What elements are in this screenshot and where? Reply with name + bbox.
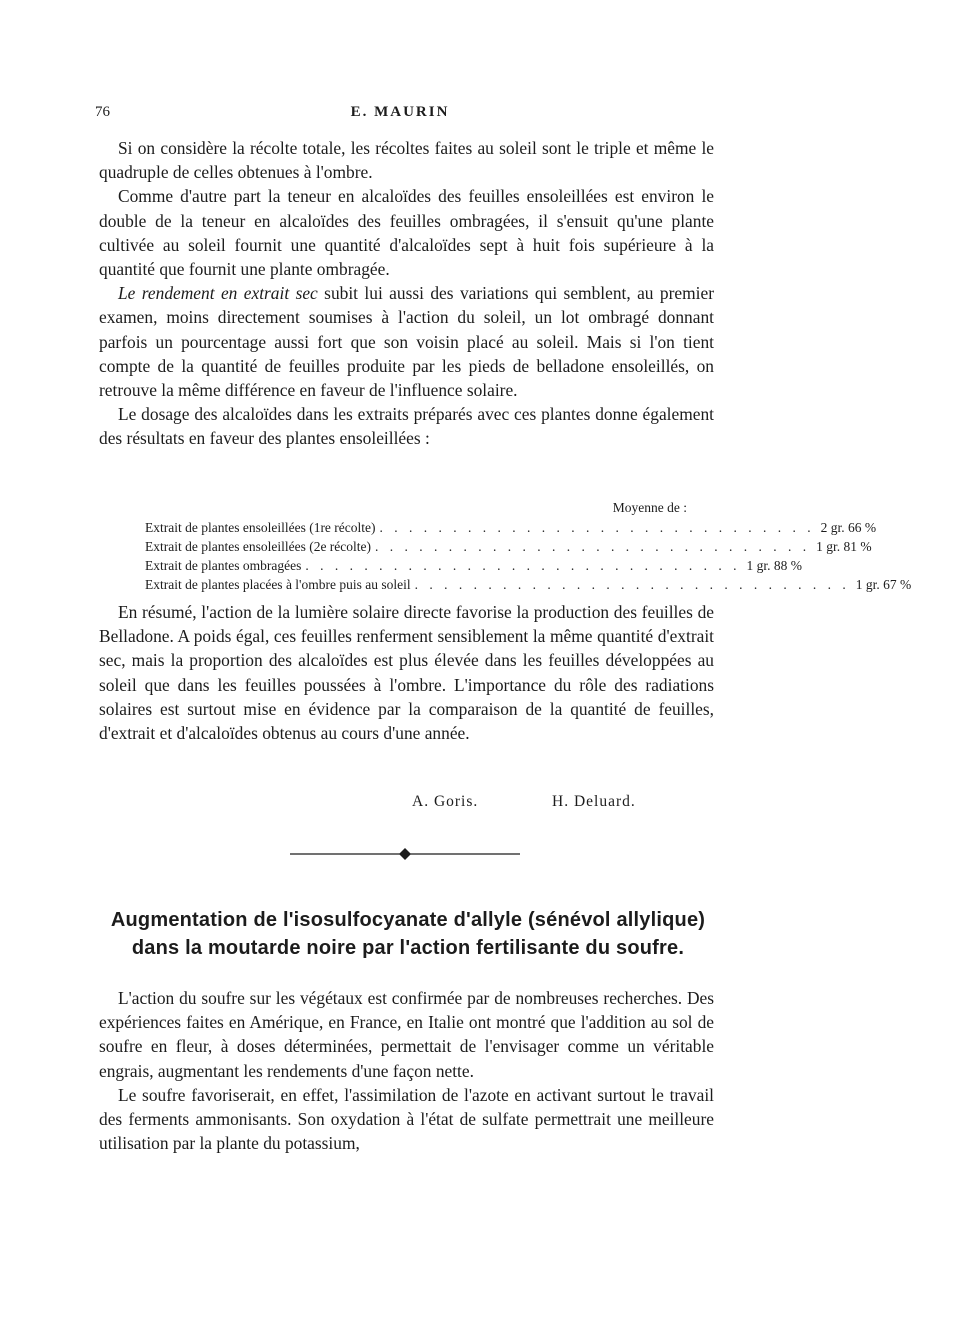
signatures: [0, 793, 800, 817]
table-row: [145, 575, 912, 594]
paragraph-alkaloid-content: Comme d'autre part la teneur en alcaloïdes des feuilles ensoleillées est environ le double de la teneur en alcaloïdes des feuilles ombragées, il s'ensuit qu'une plante cultivée au soleil fournit une quantité d'alcaloïdes sept à huit fois supérieure à la quantité que fournit une plante ombragée.: [99, 186, 714, 280]
page-number: 76: [95, 104, 110, 120]
paragraph-dry-extract: [99, 281, 714, 402]
row-label: Extrait de plantes ombragées: [145, 558, 302, 573]
table-row: [145, 537, 872, 556]
running-head: E. MAURIN: [350, 104, 450, 120]
signature-goris: A. Goris.: [412, 793, 479, 810]
extract-table: [145, 498, 912, 594]
signature-deluard: H. Deluard.: [552, 793, 636, 810]
paragraph-harvest: Si on considère la récolte totale, les récoltes faites au soleil sont le triple et même le quadruple de celles obtenues à l'ombre.: [99, 138, 714, 183]
section-summary: [99, 600, 714, 745]
paragraph-dry-extract-text: subit lui aussi des variations qui semblent, au premier examen, moins directement soumises à l'action du soleil, un lot ombragé donnant parfois un pourcentage aussi fort que son voisin placé au soleil. Mais si l'on tient compte de la quantité de feuilles produite par les pieds de belladone ensoleillés, on retrouve la même différence en faveur de l'influence solaire.: [99, 283, 714, 401]
row-value: 1 gr. 88 %: [746, 558, 802, 573]
paragraph-dosage: Le dosage des alcaloïdes dans les extraits préparés avec ces plantes donne également des résultats en faveur des plantes ensoleillées :: [99, 404, 714, 449]
row-label: Extrait de plantes ensoleillées (1re récolte): [145, 520, 376, 535]
table-row: [145, 518, 877, 537]
leader-dots: . . . . . . . . . . . . . . . . . . . . . . . . . . . . . .: [414, 577, 850, 592]
row-value: 1 gr. 81 %: [816, 539, 872, 554]
section-divider: [290, 848, 520, 860]
row-label: Extrait de plantes placées à l'ombre puis au soleil: [145, 577, 411, 592]
row-label: Extrait de plantes ensoleillées (2e récolte): [145, 539, 372, 554]
paragraph-summary: En résumé, l'action de la lumière solaire directe favorise la production des feuilles de Belladone. A poids égal, ces feuilles renferment sensiblement la même quantité d'extrait sec, mais la proportion des alcaloïdes est plus élevée dans les feuilles développées au soleil que dans les feuilles poussées à l'ombre. L'importance du rôle des radiations solaires est surtout mise en évidence par la comparaison de la quantité de feuilles, d'extrait et d'alcaloïdes obtenus au cours d'une année.: [99, 602, 714, 744]
section-results: [99, 136, 714, 451]
article-title: Augmentation de l'isosulfocyanate d'allyle (sénévol allylique) dans la moutarde noire par l'action fertilisante du soufre.: [110, 909, 706, 959]
article-paragraph: Le soufre favoriserait, en effet, l'assimilation de l'azote en activant surtout le travail des ferments ammonisants. Son oxydation à l'état de sulfate permettrait une meilleure utilisation par la plante du potassium,: [99, 1084, 714, 1154]
page-header: [0, 104, 800, 126]
leader-dots: . . . . . . . . . . . . . . . . . . . . . . . . . . . . . .: [379, 520, 815, 535]
leader-dots: . . . . . . . . . . . . . . . . . . . . . . . . . . . . . .: [375, 539, 811, 554]
row-value: 2 gr. 66 %: [820, 520, 877, 535]
row-value: 1 gr. 67 %: [855, 577, 912, 592]
table-header: Moyenne de :: [612, 500, 687, 515]
article-paragraph: L'action du soufre sur les végétaux est confirmée par de nombreuses recherches. Des expériences faites en Amérique, en France, en Italie ont montré que l'addition au sol de soufre en fleur, à doses déterminées, permettait de l'envisager comme un véritable engrais, augmentant les rendements d'une façon nette.: [99, 988, 714, 1081]
article-body: [99, 986, 714, 1155]
italic-phrase: Le rendement en extrait sec: [118, 283, 318, 304]
table-row: [145, 556, 802, 575]
leader-dots: . . . . . . . . . . . . . . . . . . . . . . . . . . . . . .: [305, 558, 741, 573]
